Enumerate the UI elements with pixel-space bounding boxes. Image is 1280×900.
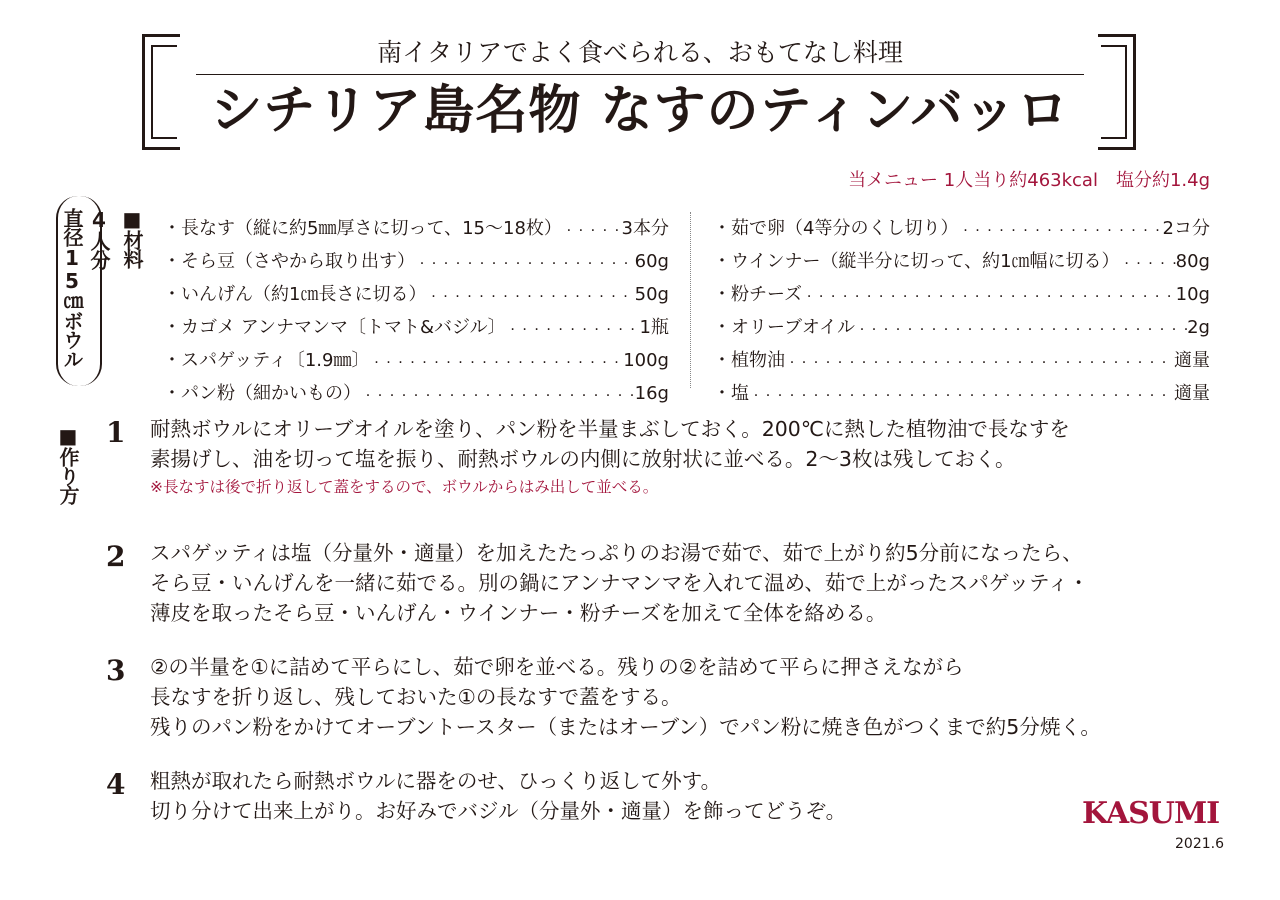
publish-date: 2021.6	[1175, 836, 1224, 852]
step-line: そら豆・いんげんを一緒に茹でる。別の鍋にアンナマンマを入れて温め、茹で上がったスパゲッティ・	[150, 571, 1089, 595]
ingredient-amount: 60g	[634, 251, 669, 272]
ingredients-heading: ■材料	[120, 207, 144, 268]
title-bracket-left	[142, 34, 180, 150]
page-title: シチリア島名物 なすのティンバッロ	[210, 80, 1070, 141]
ingredient-name: ・粉チーズ	[713, 284, 803, 305]
ingredient-row	[163, 379, 669, 412]
step-line: 薄皮を取ったそら豆・いんげん・ウインナー・粉チーズを加えて全体を絡める。	[150, 601, 887, 625]
step-line: 耐熱ボウルにオリーブオイルを塗り、パン粉を半量まぶしておく。200℃に熱した植物油で長なすを	[150, 417, 1070, 441]
step-line: ②の半量を①に詰めて平らにし、茹で卵を並べる。残りの②を詰めて平らに押さえながら	[150, 655, 964, 679]
ingredient-name: ・ウインナー（縦半分に切って、約1㎝幅に切る）	[713, 251, 1120, 272]
leader-dots	[749, 379, 1174, 412]
leader-dots	[958, 214, 1162, 247]
step-number: 3	[106, 654, 126, 687]
leader-dots	[369, 346, 623, 379]
ingredient-amount: 50g	[634, 284, 669, 305]
ingredient-row	[713, 346, 1210, 379]
step-text	[150, 538, 1089, 628]
ingredient-amount: 16g	[634, 383, 669, 404]
ingredients-right-column	[713, 214, 1210, 412]
ingredient-name: ・茹で卵（4等分のくし切り）	[713, 218, 959, 239]
step-text	[150, 652, 1101, 742]
leader-dots	[855, 313, 1187, 346]
step-line: 残りのパン粉をかけてオーブントースター（またはオーブン）でパン粉に焼き色がつくまで約5分焼く。	[150, 715, 1101, 739]
step-note: ※長なすは後で折り返して蓋をするので、ボウルからはみ出して並べる。	[150, 478, 659, 496]
ingredient-row	[713, 313, 1210, 346]
step-line: 粗熱が取れたら耐熱ボウルに器をのせ、ひっくり返して外す。	[150, 769, 722, 793]
leader-dots	[361, 379, 635, 412]
nutrition-info: 当メニュー 1人当り約463kcal 塩分約1.4g	[848, 170, 1210, 191]
ingredient-name: ・いんげん（約1㎝長さに切る）	[163, 284, 427, 305]
column-divider	[690, 212, 691, 388]
ingredients-left-column	[163, 214, 669, 412]
ingredient-row	[163, 346, 669, 379]
title-bracket-right	[1098, 34, 1136, 150]
ingredient-amount: 適量	[1174, 383, 1210, 404]
leader-dots	[562, 214, 622, 247]
leader-dots	[1120, 247, 1176, 280]
ingredient-amount: 2コ分	[1162, 218, 1210, 239]
step-number: 4	[106, 768, 126, 801]
ingredient-name: ・長なす（縦に約5㎜厚さに切って、15〜18枚）	[163, 218, 562, 239]
leader-dots	[785, 346, 1174, 379]
leader-dots	[415, 247, 635, 280]
ingredient-row	[163, 313, 669, 346]
ingredient-amount: 10g	[1175, 284, 1210, 305]
ingredient-amount: 100g	[623, 350, 669, 371]
ingredient-amount: 3本分	[621, 218, 669, 239]
step-line: スパゲッティは塩（分量外・適量）を加えたたっぷりのお湯で茹で、茹で上がり約5分前になったら、	[150, 541, 1083, 565]
leader-dots	[506, 313, 640, 346]
step-text	[150, 766, 846, 826]
ingredient-row	[713, 379, 1210, 412]
ingredient-name: ・塩	[713, 383, 749, 404]
ingredient-row	[163, 280, 669, 313]
ingredient-name: ・オリーブオイル	[713, 317, 856, 338]
kasumi-logo: KASUMI	[1082, 796, 1220, 831]
leader-dots	[426, 280, 634, 313]
ingredient-name: ・そら豆（さやから取り出す）	[163, 251, 415, 272]
ingredient-name: ・パン粉（細かいもの）	[163, 383, 361, 404]
subtitle: 南イタリアでよく食べられる、おもてなし料理	[377, 38, 903, 67]
ingredient-name: ・植物油	[713, 350, 785, 371]
servings-label: 4人分	[87, 208, 111, 269]
step-line: 切り分けて出来上がり。お好みでバジル（分量外・適量）を飾ってどうぞ。	[150, 799, 847, 823]
step-line: 長なすを折り返し、残しておいた①の長なすで蓋をする。	[150, 685, 682, 709]
ingredient-row	[713, 214, 1210, 247]
step-line: 素揚げし、油を切って塩を振り、耐熱ボウルの内側に放射状に並べる。2〜3枚は残しておく。	[150, 447, 1016, 471]
ingredient-name: ・カゴメ アンナマンマ〔トマト&バジル〕	[163, 317, 506, 338]
ingredient-row	[163, 214, 669, 247]
bowl-size-label: 直径15㎝ボウル	[60, 208, 84, 368]
step-number: 2	[106, 540, 126, 573]
step-text	[150, 414, 1070, 500]
ingredient-row	[713, 247, 1210, 280]
ingredient-name: ・スパゲッティ〔1.9㎜〕	[163, 350, 370, 371]
ingredient-amount: 80g	[1175, 251, 1210, 272]
ingredient-amount: 適量	[1174, 350, 1210, 371]
ingredient-row	[713, 280, 1210, 313]
leader-dots	[802, 280, 1176, 313]
step-number: 1	[106, 416, 126, 449]
ingredient-amount: 2g	[1187, 317, 1210, 338]
method-heading: ■作り方	[56, 424, 80, 504]
ingredient-amount: 1瓶	[639, 317, 669, 338]
ingredient-row	[163, 247, 669, 280]
title-rule	[196, 74, 1084, 75]
